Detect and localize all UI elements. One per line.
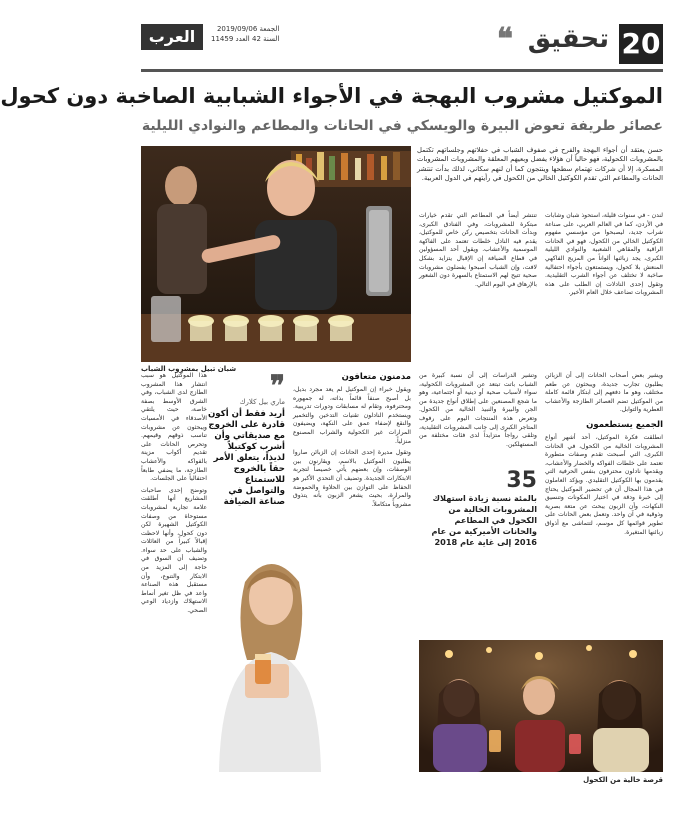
article-column-4 xyxy=(419,372,537,464)
bartenders-photo xyxy=(141,146,411,362)
section-subtitle: مدمنون متعافون xyxy=(341,372,411,382)
article-paragraph: انطلقت فكرة الموكتيل، أحد أشهر أنواع المشروبات الخالية من الكحول، في الحانات الكبرى، التي أصبحت تقدم وصفات متطورة تعتمد على خلطات الفواكه والخضار والأعشاب، ويقدمها نادلون محترفون بنفس الحرفية التي يقدمون بها الكوكتيل التقليدي. ويؤكد العاملون في هذا المجال أن فن تحضير الموكتيل يحتاج إلى خبرة ودقة في اختيار المكونات وتنسيق النكهات، وأن الزبون يبحث عن متعة بصرية وذوقية في آن واحد. وتعمل بعض الحانات على تطوير قوائمها كل موسم، لتتماشى مع أذواق زبائنها المتغيرة. xyxy=(545,433,663,536)
article-paragraph: وتقول مديرة إحدى الحانات إن الزبائن صاروا يطلبون الموكتيل بالاسم، ويقارنون بين الوصفات، وإن بعضهم يأتي خصيصاً لتجربة الابتكارات الجديدة. وتضيف أن التحدي الأكبر هو الحفاظ على التوازن بين الحلاوة والحموضة والمرارة، بحيث يشعر الزبون بأنه يتذوق مشروباً متكاملاً. xyxy=(293,449,411,508)
section-subtitle: الجميع يستطعمون xyxy=(586,419,663,430)
intro-paragraph: حسن يعتقد أن أجواء البهجة والفرح في صفوف الشباب في حفلاتهم وجلساتهم تكتمل بالمشروبات الكحولية، فهو حالياً أن هؤلاء يفضل وبعيهم المعلقة والمشروبات المشروبات المسكرة، إلا أن شركات تهتمام سطحها وينتجون كما أن لنهم سكاني، لذلك بدأت تنتشر الحانات والمطاعم التي تقدم الكوكتيل الخالي من الكحول في رأيتهم في الدول العربية. xyxy=(417,146,663,183)
quote-mark-icon: ❞ xyxy=(269,369,285,402)
stat-box xyxy=(419,468,537,548)
issue-info xyxy=(211,24,279,44)
issue-year-number: السنة 42 العدد 11459 xyxy=(211,35,280,43)
top-photo-caption: شبان تبيل بمشروب الشباب xyxy=(141,365,237,373)
pull-quote-text: أريد فقط أن أكون قادرة على الخروج مع صديقاتي وأن أشرب كوكتيلاً لذيذاً، يتعلق الأمر حقاً بالخروج للاستمتاع والتواصل في صناعة الضيافة xyxy=(207,409,285,507)
intro-column xyxy=(417,146,663,208)
article-column-3 xyxy=(545,372,663,630)
subheadline: عصائر طريفة تعوض البيرة والويسكي في الحانات والمطاعم والنوادي الليلية xyxy=(141,118,663,134)
bottom-photo-caption: قرصة خالية من الكحول xyxy=(583,776,663,784)
stat-description: بالمئة نسبة زيادة استهلاك المشروبات الخالية من الكحول في المطاعم والحانات الأميركية من عام 2016 إلى غاية عام 2018 xyxy=(431,493,537,547)
pull-quote xyxy=(205,369,285,508)
article-paragraph: لندن - في سنوات قليلة، استحوذ شبان وشابات في الأردن، كما في العالم العربي، على صناعة شراب جديد، ليصبحوا من مؤسسي مفهوم الكوكتيل الخالي من الكحول، فهو في الحانات الراقية والمقاهي الشعبية والنوادي الليلية الكبرى، يجد زبائنها ألواناً من المزيج الفاكهي المنعش بلا كحول، ويستمتعون بأجواء احتفالية صاخبة لا تختلف عن أجواء الشرب التقليدية. وتقول إحدى النادلات إن الطلب على هذه المشروبات تضاعف خلال العام الأخير. xyxy=(545,212,663,297)
article-paragraph: ويقول خبراء إن الموكتيل لم يعد مجرد بديل، بل أصبح صنفاً قائماً بذاته، له جمهوره ومحترفوه، وتقام له مسابقات ودورات تدريبية. ويستخدم النادلون تقنيات التدخين والتخمير والنقع لإضفاء عمق على النكهة، ويضيفون المرارات غير الكحولية والشراب المصنوع منزلياً. xyxy=(293,386,411,445)
article-paragraph: ويشير بعض أصحاب الحانات إلى أن الزبائن يطلبون تجارب جديدة، ويبحثون عن طعم مختلف، وهو ما دفعهم إلى ابتكار قائمة كاملة من الموكتيل تضم العصائر الطازجة والأعشاب العطرية والتوابل. xyxy=(545,372,663,414)
headline: الموكتيل مشروب البهجة في الأجواء الشبابية الصاخبة دون كحول xyxy=(0,84,663,108)
article-column-2 xyxy=(419,212,537,362)
group-photo xyxy=(419,640,663,772)
quote-mark-icon: ❝ xyxy=(496,22,513,57)
article-column-6 xyxy=(141,372,207,802)
article-paragraph: هذا الموكتيل هو سبب انتشار هذا المشروب الطازج لدى الشباب، وفي الشرق الأوسط بصفة خاصة، حيث يلتقي الأصدقاء في الأمسيات ويبحثون عن مشروبات تناسب ذوقهم وقيمهم. وتحرص الحانات على تقديم أكواب مزينة بالفواكه والأعشاب الطازجة، ما يضفي طابعاً احتفالياً على الجلسات. xyxy=(141,372,207,483)
newspaper-logo: العرب xyxy=(141,24,203,50)
article-paragraph: تنتشر أيضاً في المطاعم التي تقدم خيارات مبتكرة للمشروبات، وفي الفنادق الكبرى، وبدأت الحانات بتخصيص ركن خاص للموكتيل، يقدم فيه النادل خلطات تعتمد على الفاكهة الموسمية والأعشاب. ويقول أحد المسؤولين في قطاع الضيافة إن الإقبال يتزايد بشكل لافت، وإن الشباب أصبحوا يفضلون مشروبات صحية تتيح لهم الاستمتاع بالسهرة دون الشعور بالإرهاق في اليوم التالي. xyxy=(419,212,537,288)
woman-portrait-photo xyxy=(211,542,329,772)
issue-day-date: الجمعة 2019/09/06 xyxy=(216,25,280,33)
pull-quote-speaker: ماري بيل كلارك xyxy=(239,398,285,406)
masthead xyxy=(141,20,663,72)
stat-number: 35 xyxy=(506,468,537,493)
article-paragraph: وتوضح إحدى صاحبات المشاريع أنها أطلقت علامة تجارية لمشروبات مستوحاة من وصفات الكوكتيل الشهيرة لكن دون كحول، وأنها لاحظت إقبالاً كبيراً من العائلات والشباب على حد سواء. وتضيف أن السوق في حاجة إلى المزيد من الابتكار والتنوع، وأن مستقبل هذه الصناعة واعد في ظل تغير أنماط الاستهلاك وازدياد الوعي الصحي. xyxy=(141,486,207,615)
article-paragraph: وتشير الدراسات إلى أن نسبة كبيرة من الشباب باتت تبتعد عن المشروبات الكحولية، سواء لأسباب صحية أو دينية أو اجتماعية، وهو ما شجع المصنعين على إطلاق أنواع جديدة من الجن والبيرة والنبيذ الخالية من الكحول. وتعرض هذه المنتجات اليوم على رفوف المتاجر الكبرى إلى جانب المشروبات التقليدية، وتلقى رواجاً متزايداً لدى فئات مختلفة من المستهلكين. xyxy=(419,372,537,448)
section-title: تحقيق xyxy=(527,24,609,54)
page-number: 20 xyxy=(619,24,663,64)
article-column-1 xyxy=(545,212,663,362)
